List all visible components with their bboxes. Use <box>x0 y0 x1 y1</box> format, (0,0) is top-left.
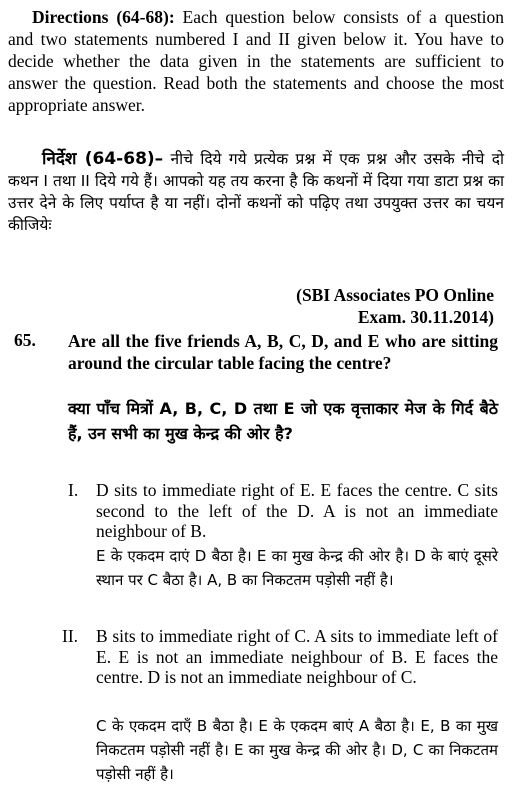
source-line-2: Exam. 30.11.2014) <box>357 307 494 327</box>
source-line-1: (SBI Associates PO Online <box>296 285 494 305</box>
statement-2-numeral: II. <box>62 626 79 646</box>
statement-2-hindi: C के एकदम दाएँ B बैठा है। E के एकदम बाएं A बैठा है। E, B का मुख निकटतम पड़ोसी नहीं है। E का मुख केन्द्र की ओर है। D, C का निकटतम पड़ोसी नहीं है। <box>96 717 498 783</box>
nirdesh-text: नीचे दिये गये प्रत्येक प्रश्न में एक प्रश्न और उसके नीचे दो कथन I तथा II दिये गये हैं। आपको यह तय करना है कि कथनों में दिया गया डाटा प्रश्न का उत्तर देने के लिए पर्याप्त है या नहीं। दोनों कथनों को पढ़िए तथा उपयुक्त उत्तर का चयन कीजियेः <box>8 150 504 234</box>
question-hindi: क्या पाँच मित्रों A, B, C, D तथा E जो एक वृत्ताकार मेज के गिर्द बैठे हैं, उन सभी का मुख केन्द्र की ओर है? <box>68 399 498 443</box>
nirdesh-label: निर्देश (64-68)– <box>42 149 164 169</box>
directions-label: Directions (64-68): <box>32 7 175 27</box>
directions-paragraph <box>8 6 504 116</box>
statement-1-hindi: E के एकदम दाएं D बैठा है। E का मुख केन्द्र की ओर है। D के बाएं दूसरे स्थान पर C बैठा है। A, B का निकटतम पड़ोसी नहीं है। <box>96 547 498 589</box>
question-number: 65. <box>14 330 36 350</box>
statement-1-english: D sits to immediate right of E. E faces the centre. C sits second to the left of the D. A is not an immediate neighbour of B. <box>96 480 498 541</box>
question-english: Are all the five friends A, B, C, D, and E who are sitting around the circular table facing the centre? <box>68 331 498 373</box>
statement-1-numeral: I. <box>68 480 79 500</box>
directions-text: Each question below consists of a question and two statements numbered I and II given below it. You have to decide whether the data given in the statements are sufficient to answer the question. Read both the statements and choose the most appropriate answer. <box>8 7 504 115</box>
statement-2-english: B sits to immediate right of C. A sits to immediate left of E. E is not an immediate neighbour of B. E faces the centre. D is not an immediate neighbour of C. <box>96 626 498 687</box>
nirdesh-paragraph <box>8 148 504 236</box>
